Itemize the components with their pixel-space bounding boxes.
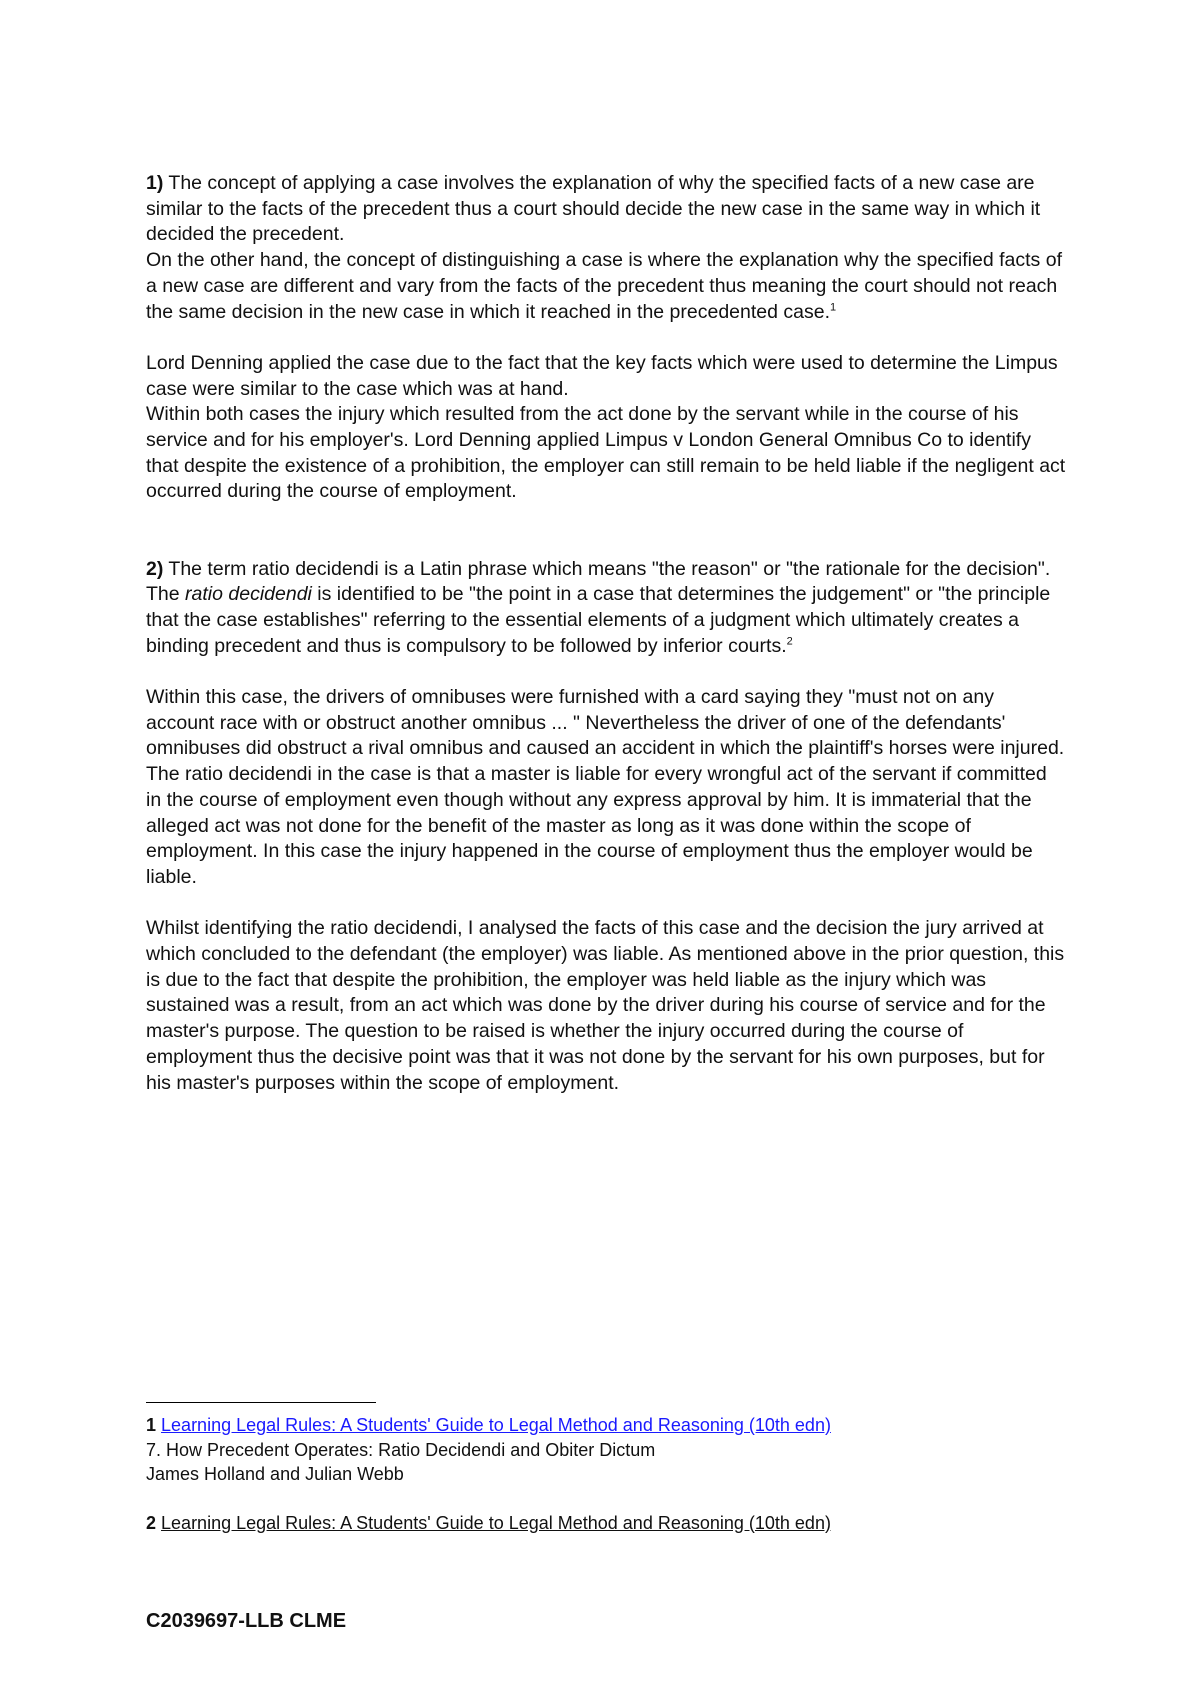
- footnote-2-number: 2: [146, 1512, 157, 1533]
- footnote-2-link[interactable]: Learning Legal Rules: A Students' Guide to Legal Method and Reasoning (10th edn): [161, 1512, 831, 1533]
- q2-p1b-text: is identified to be "the point in a case that determines the judgement" or "the principle that the case establishes" referring to the essential elements of a judgment which ultimately creates a binding precedent and thus is compulsory to be followed by inferior courts.: [146, 583, 1051, 657]
- footnote-1-chapter: 7. How Precedent Operates: Ratio Decidendi and Obiter Dictum: [146, 1439, 656, 1460]
- q2-paragraph-2: [146, 685, 1066, 891]
- q1-number: 1): [146, 172, 164, 194]
- q1-p3-text: Lord Denning applied the case due to the fact that the key facts which were used to determine the Limpus case were similar to the case which was at hand.: [146, 351, 1058, 400]
- footnote-2: [146, 1511, 1066, 1536]
- footnote-1-authors: James Holland and Julian Webb: [146, 1464, 404, 1484]
- q2-p3-text: Whilst identifying the ratio decidendi, I analysed the facts of this case and the decision the jury arrived at which concluded to the defendant (the employer) was liable. As mentioned above in the prior question, this is due to the fact that despite the prohibition, the employer was held liable as the injury which was sustained was a result, from an act which was done by the driver during his course of service and for the master's purpose. The question to be raised is whether the injury occurred during the course of employment thus the decisive point was that it was not done by the servant for his own purposes, but for his master's purposes within the scope of employment.: [146, 917, 1065, 1094]
- q1-paragraph-2: [146, 248, 1066, 325]
- page-footer-id: C2039697-LLB CLME: [146, 1610, 347, 1632]
- footnotes: [146, 1399, 1066, 1535]
- q1-p4-text: Within both cases the injury which resulted from the act done by the servant while in the course of his service and for his employer's. Lord Denning applied Limpus v London General Omnibus Co to identify that despite the existence of a prohibition, the employer can still remain to be held liable if the negligent act occurred during the course of employment.: [146, 403, 1066, 503]
- q2-paragraph-3: [146, 916, 1066, 1096]
- footnote-1-number: 1: [146, 1415, 157, 1435]
- q2-p2-text: Within this case, the drivers of omnibuses were furnished with a card saying they "must not on any account race with or obstruct another omnibus ... " Nevertheless the driver of one of the defendants' omnibuses did obstruct a rival omnibus and caused an accident in which the plaintiff's horses were injured. The ratio decidendi in the case is that a master is liable for every wrongful act of the servant if committed in the course of employment even though without any express approval by him. It is immaterial that the alleged act was not done for the benefit of the master as long as it was done within the scope of employment. In this case the injury happened in the course of employment thus the employer would be liable.: [146, 686, 1065, 888]
- q1-p1-text: The concept of applying a case involves the explanation of why the specified facts of a new case are similar to the facts of the precedent thus a court should decide the new case in the same way in which it decided the precedent.: [146, 172, 1041, 246]
- q1-paragraph-4: [146, 402, 1066, 505]
- q2-p1a-text: The term ratio decidendi is a Latin phrase which means "the reason" or "the rationale for the decision". The: [146, 557, 1051, 606]
- footnote-1-link[interactable]: Learning Legal Rules: A Students' Guide to Legal Method and Reasoning (10th edn): [161, 1415, 831, 1435]
- q2-paragraph-1: [146, 557, 1066, 660]
- q2-number: 2): [146, 557, 164, 580]
- q1-paragraph-1: [146, 171, 1066, 248]
- footnote-ref-1[interactable]: 1: [830, 301, 837, 314]
- q2-italic-term: ratio decidendi: [185, 583, 312, 606]
- footnote-ref-2[interactable]: 2: [786, 635, 793, 648]
- document-body: [146, 171, 1066, 1096]
- q1-paragraph-3: [146, 351, 1066, 402]
- footnote-1: [146, 1413, 1066, 1438]
- q1-p2-text: On the other hand, the concept of distinguishing a case is where the explanation why the specified facts of a new case are different and vary from the facts of the precedent thus meaning the court should not reach the same decision in the new case in which it reached in the precedented case.: [146, 249, 1062, 323]
